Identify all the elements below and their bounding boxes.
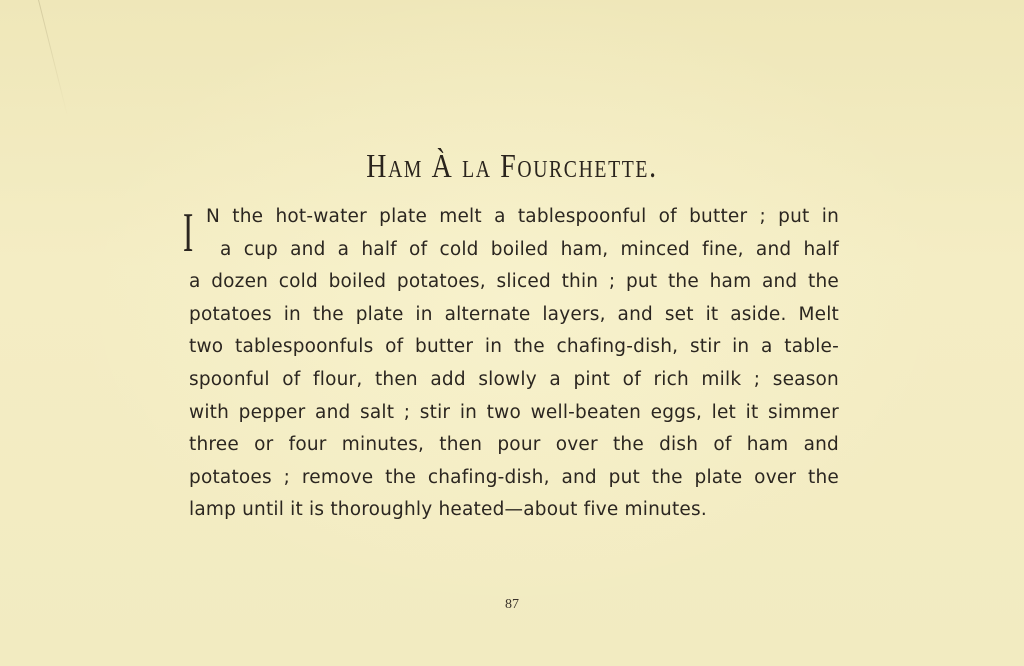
- body-line-5: two tablespoonfuls of butter in the chafing-dish, stir in a table-: [189, 336, 839, 358]
- paper-crease: [38, 0, 68, 116]
- drop-cap-initial: I: [183, 202, 194, 264]
- body-line-6: spoonful of flour, then add slowly a pint of rich milk ; season: [189, 368, 839, 390]
- body-line-10: lamp until it is thoroughly heated—about five minutes.: [189, 499, 707, 521]
- body-line-8: three or four minutes, then pour over the dish of ham and: [189, 434, 839, 456]
- recipe-title: Ham À la Fourchette.: [366, 148, 658, 185]
- body-line-4: potatoes in the plate in alternate layers, and set it aside. Melt: [189, 303, 839, 325]
- body-line-3: a dozen cold boiled potatoes, sliced thin ; put the ham and the: [189, 271, 839, 293]
- body-line-2: a cup and a half of cold boiled ham, minced fine, and half: [220, 238, 839, 260]
- body-line-7: with pepper and salt ; stir in two well-beaten eggs, let it simmer: [189, 401, 839, 423]
- recipe-body: [183, 201, 839, 527]
- page-number: 87: [505, 597, 519, 612]
- body-line-9: potatoes ; remove the chafing-dish, and put the plate over the: [189, 466, 839, 488]
- body-line-1: N the hot-water plate melt a tablespoonful of butter ; put in: [206, 206, 839, 227]
